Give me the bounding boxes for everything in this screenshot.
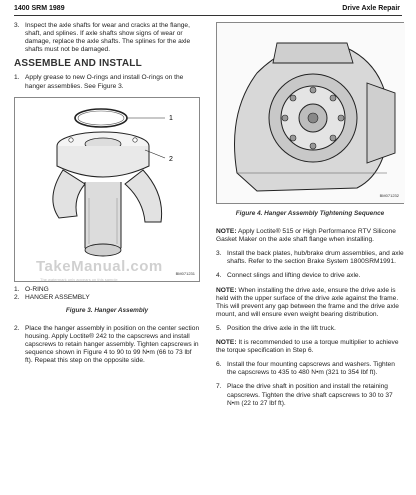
watermark-subtext: The watermark only appears on this sample — [40, 277, 118, 282]
header-rule — [14, 15, 402, 16]
left-column — [14, 22, 200, 371]
step-text: Install the four mounting capscrews and washers. Tighten the capscrews to 435 to 480 N•m (321 to 354 lbf ft). — [227, 361, 395, 377]
step-number: 6. — [216, 361, 222, 369]
step-number: 4. — [216, 272, 222, 280]
figure-3-legend — [14, 286, 200, 302]
figure-4-id: BM071232 — [379, 192, 399, 198]
note-text: It is recommended to use a torque multiplier to achieve the torque specification in Step 6. — [216, 339, 399, 355]
step-4-connect-slings — [216, 272, 404, 280]
note-text: When installing the drive axle, ensure the drive axle is held with the upper surface of the drive axle against the frame. This will prevent any gap between the frame and the drive axle mount, and will ensure even weight bearing distribution. — [216, 286, 399, 318]
o-ring-inner — [78, 111, 124, 125]
legend-number: 2. — [14, 293, 20, 301]
spindle-end — [85, 244, 121, 256]
tightening-sequence-drawing — [217, 23, 405, 203]
step-text: Connect slings and lifting device to drive axle. — [227, 272, 361, 280]
note-label: NOTE: — [216, 228, 237, 236]
note-text: Apply Loctite® 515 or High Performance RTV Silicone Gasket Maker on the axle shaft flange when installing. — [216, 228, 396, 244]
hanger-arm — [53, 170, 85, 218]
step-1-grease — [14, 74, 200, 90]
legend-number: 1. — [14, 285, 20, 293]
step-3-install-back-plates — [216, 250, 404, 266]
hanger-spindle — [85, 182, 121, 253]
step-text: Position the drive axle in the lift truck. — [227, 324, 336, 332]
legend-item — [14, 294, 200, 302]
side-bracket — [367, 83, 395, 163]
step-text: Inspect the axle shafts for wear and cracks at the flange, shaft, and splines. If axle shafts show signs of wear or damage, replace the axle shafts. The splines for the axle shafts must not be damaged. — [25, 22, 191, 54]
note-installing-axle — [216, 287, 404, 319]
step-number: 1. — [14, 74, 20, 82]
step-text: Install the back plates, hub/brake drum assemblies, and axle shafts. Refer to the section Brake System 1800SRM1991. — [227, 250, 404, 266]
step-number: 7. — [216, 383, 222, 391]
legend-item — [14, 286, 200, 294]
figure-3-box — [14, 97, 200, 282]
callout-number-1: 1 — [169, 114, 173, 122]
step-text: Place the drive shaft in position and install the retaining capscrews. Tighten the drive shaft capscrews to 30 to 37 N•m (22 to 27 lbf ft). — [227, 383, 393, 407]
note-label: NOTE: — [216, 286, 237, 294]
callout-number-2: 2 — [169, 155, 173, 163]
figure-3-id: BM071231 — [175, 270, 195, 276]
hanger-assembly-drawing — [15, 98, 201, 281]
step-text: Place the hanger assembly in position on the center section housing. Apply Loctite® 242 to the capscrews and install capscrews to retain hanger assembly. Tighten capscrews in sequence shown in Figure 4 to 90 to 99 N•m (66 to 73 lbf ft). Repeat this step on the opposite side. — [25, 324, 200, 365]
note-label: NOTE: — [216, 339, 237, 347]
step-number: 2. — [14, 324, 20, 332]
figure-4-box — [216, 22, 404, 204]
note-torque-multiplier — [216, 339, 404, 355]
bolt-hole — [133, 137, 137, 141]
watermark: TakeManual.com — [36, 258, 163, 275]
step-number: 3. — [14, 22, 20, 29]
step-number: 3. — [216, 250, 222, 258]
page-header-left: 1400 SRM 1989 — [14, 5, 65, 12]
right-column — [216, 22, 404, 414]
step-2-place-hanger — [14, 325, 200, 365]
figure-3-caption: Figure 3. Hanger Assembly — [65, 306, 149, 314]
note-loctite — [216, 228, 404, 244]
hanger-arm — [125, 170, 162, 222]
figure-4-caption: Figure 4. Hanger Assembly Tightening Sequence — [235, 210, 385, 217]
legend-label: HANGER ASSEMBLY — [25, 293, 90, 301]
legend-label: O-RING — [25, 285, 49, 293]
page-header-right: Drive Axle Repair — [342, 5, 400, 12]
section-title: ASSEMBLE AND INSTALL — [14, 58, 142, 70]
step-number: 5. — [216, 324, 222, 332]
o-ring-outer — [75, 109, 127, 127]
step-6-mounting-capscrews — [216, 361, 404, 377]
bolt-hole — [69, 137, 73, 141]
hanger-flange-body — [57, 146, 149, 177]
upper-bracket — [273, 43, 353, 63]
step-7-drive-shaft — [216, 383, 404, 407]
step-3-inspect — [14, 22, 200, 54]
step-5-position-axle — [216, 325, 404, 333]
step-text: Apply grease to new O-rings and install O-rings on the hanger assemblies. See Figure 3. — [25, 74, 184, 90]
